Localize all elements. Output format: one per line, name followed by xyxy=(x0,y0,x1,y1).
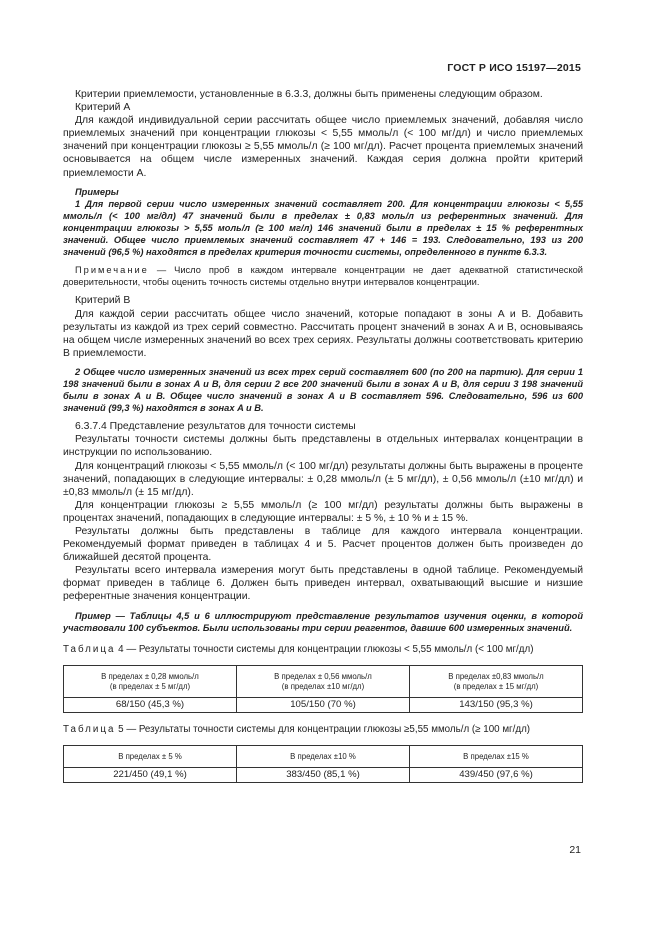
table-5-header-row xyxy=(64,745,583,767)
examples-title: Примеры xyxy=(75,186,119,197)
section-paragraph-1: Результаты точности системы должны быть представлены в отдельных интервалах концентрации в инструкции по использованию. xyxy=(63,434,583,459)
table-4-data-row xyxy=(64,697,583,712)
section-paragraph-5: Результаты всего интервала измерения могут быть представлены в одной таблице. Рекомендуемый формат приведен в таблице 6. Должен быть приведен интервал, охватывающий высшие и низшие референтные значения концентрации. xyxy=(63,565,583,603)
page-content xyxy=(63,88,583,783)
table-4 xyxy=(63,665,583,713)
criterion-b-title: Критерий B xyxy=(75,295,131,307)
table-4-caption-text: 4 — Результаты точности системы для концентрации глюкозы < 5,55 ммоль/л (< 100 мг/дл) xyxy=(115,643,534,655)
table-5-header-cell: В пределах ±10 % xyxy=(237,745,410,767)
table-5-cell: 221/450 (49,1 %) xyxy=(64,767,237,782)
table-5-cell: 439/450 (97,6 %) xyxy=(410,767,583,782)
table-5-header-cell: В пределах ± 5 % xyxy=(64,745,237,767)
note-text: — Число проб в каждом интервале концентрации не дает адекватной статистической доверительности, чтобы оценить точность системы отдельно внутри интервалов концентрации. xyxy=(63,265,583,288)
example-1: 1 Для первой серии число измеренных значений составляет 200. Для концентрации глюкозы < 5,55 ммоль/л (< 100 мг/дл) 47 значений были в пределах ± 0,83 моль/л из референтных значений. Для концентрации глюкозы > 5,55 моль/л (≥ 100 мг/л) 146 значений были в пределах ± 15 % референтных значений. Общее число приемлемых значений составляет 47 + 146 = 193. Следовательно, 193 из 200 значений (96,5 %) находятся в пределах критерия точности системы, определенного в пункте 6.3.3. xyxy=(63,198,583,258)
table-4-header-cell: В пределах ± 0,28 ммоль/л (в пределах ± 5 мг/дл) xyxy=(64,665,237,697)
section-paragraph-4: Результаты должны быть представлены в таблице для каждого интервала концентрации. Рекомендуемый формат приведен в таблицах 4 и 5. Расчет процентов должен быть произведен до ближайшей десятой процента. xyxy=(63,526,583,564)
table-4-cell: 105/150 (70 %) xyxy=(237,697,410,712)
table-4-caption xyxy=(63,643,583,656)
table-4-header-cell: В пределах ± 0,56 ммоль/л (в пределах ±10 мг/дл) xyxy=(237,665,410,697)
table-5-caption-text: 5 — Результаты точности системы для концентрации глюкозы ≥5,55 ммоль/л (≥ 100 мг/дл) xyxy=(115,723,531,735)
table-5 xyxy=(63,745,583,783)
note-label: Примечание xyxy=(75,265,149,276)
page-number: 21 xyxy=(569,844,581,856)
section-paragraph-3: Для концентрации глюкозы ≥ 5,55 ммоль/л (≥ 100 мг/дл) результаты должны быть выражены в процентах значений, попадающих в следующие интервалы: ± 5 %, ± 10 % и ± 15 %. xyxy=(63,499,583,524)
table-5-caption xyxy=(63,723,583,736)
table-5-header-cell: В пределах ±15 % xyxy=(410,745,583,767)
criterion-a-title: Критерий A xyxy=(75,102,131,114)
table-5-cell: 383/450 (85,1 %) xyxy=(237,767,410,782)
note xyxy=(63,264,583,288)
table-4-header-row xyxy=(64,665,583,697)
table-5-data-row xyxy=(64,767,583,782)
example-3: Пример — Таблицы 4,5 и 6 иллюстрируют представление результатов изучения оценки, в которой участвовали 100 субъектов. Были использованы три серии реагентов, давшие 600 измеренных значений. xyxy=(63,610,583,633)
table-4-label: Таблица xyxy=(63,643,116,655)
example-2: 2 Общее число измеренных значений из всех трех серий составляет 600 (по 200 на партию). Для серии 1 198 значений были в зонах A и B, для серии 2 все 200 значений были в зонах A и B, для серии 3 198 значений были в зонах A и B. Общее число значений в зонах A и B составляет 596. Следовательно, 596 из 600 значений (99,3 %) находятся в зонах A и B. xyxy=(63,366,583,414)
paragraph-acceptance-criteria: Критерии приемлемости, установленные в 6.3.3, должны быть применены следующим образом. xyxy=(75,89,543,100)
table-4-header-cell: В пределах ±0,83 ммоль/л (в пределах ± 15 мг/дл) xyxy=(410,665,583,697)
table-5-label: Таблица xyxy=(63,723,116,735)
table-4-cell: 68/150 (45,3 %) xyxy=(64,697,237,712)
criterion-a-text: Для каждой индивидуальной серии рассчитать общее число приемлемых значений, добавляя число приемлемых значений при концентрации глюкозы < 5,55 ммоль/л (< 100 мг/дл) и число приемлемых значений при концентрации глюкозы ≥ 5,55 ммоль/л (≥ 100 мг/дл). Расчет процента приемлемых значений основывается на общем числе измеренных значений. Каждая серия должна пройти критерий приемлемости A. xyxy=(63,115,583,179)
table-4-cell: 143/150 (95,3 %) xyxy=(410,697,583,712)
section-title: 6.3.7.4 Представление результатов для точности системы xyxy=(75,421,356,433)
section-paragraph-2: Для концентраций глюкозы < 5,55 ммоль/л (< 100 мг/дл) результаты должны быть выражены в проценте значений, попадающих в следующие интервалы: ± 0,28 ммоль/л (± 5 мг/дл), ± 0,56 ммоль/л (±10 мг/дл) и ±0,83 ммоль/л (± 15 мг/дл). xyxy=(63,460,583,498)
criterion-b-text: Для каждой серии рассчитать общее число значений, которые попадают в зоны A и B. Добавить результаты из каждой из трех серий совместно. Рассчитать процент значений в зонах A и B, основываясь на общем числе измеренных значений во всех трех сериях. Результаты должны соответствовать критерию B приемлемости. xyxy=(63,308,583,359)
document-header: ГОСТ Р ИСО 15197—2015 xyxy=(447,62,581,74)
